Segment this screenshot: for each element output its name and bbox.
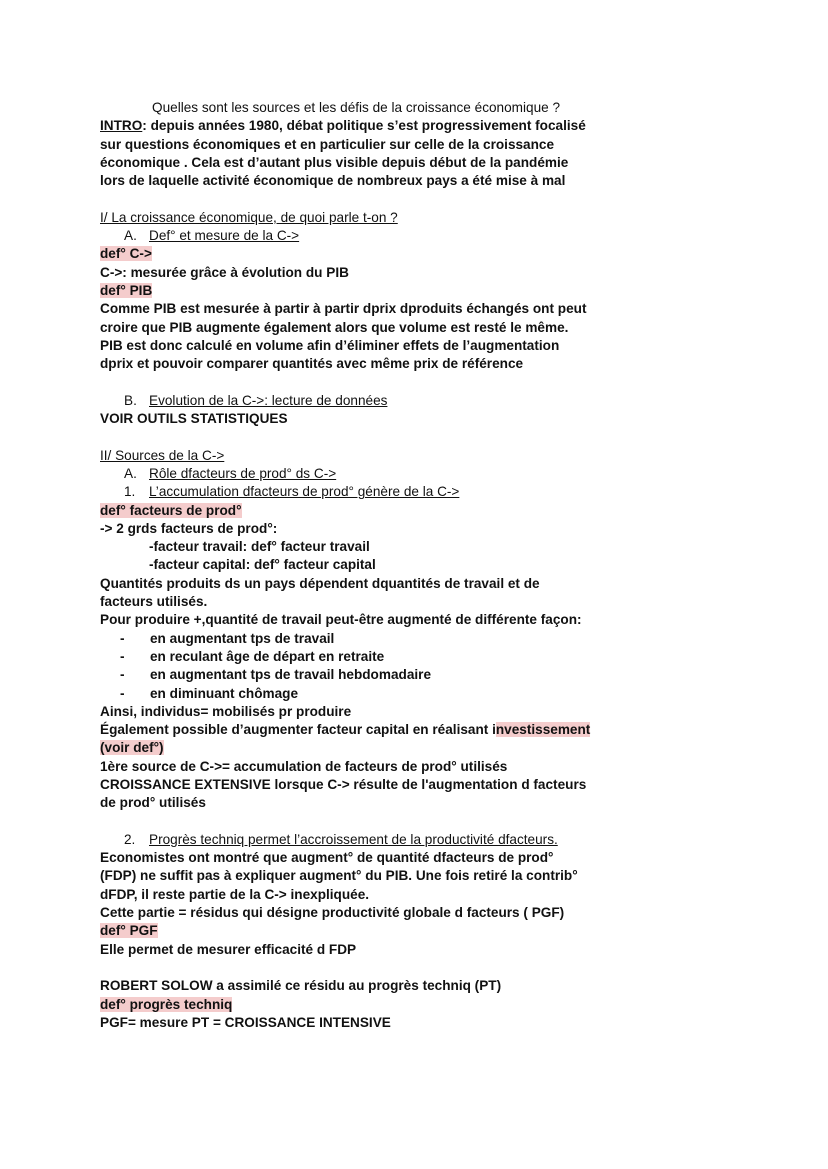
pib-line: Comme PIB est mesurée à partir à partir dprix dproduits échangés ont peut bbox=[100, 301, 587, 317]
mesure-line: C->: mesurée grâce à évolution du PIB bbox=[100, 264, 349, 280]
facteur-capital-line: -facteur capital: def° facteur capital bbox=[149, 557, 376, 573]
part2-heading: II/ Sources de la C-> bbox=[100, 447, 225, 463]
def-pgf-highlight: def° PGF bbox=[100, 923, 158, 939]
intro-line: sur questions économiques et en particulier sur celle de la croissance bbox=[100, 136, 555, 152]
deux-facteurs-line: -> 2 grds facteurs de prod°: bbox=[100, 520, 278, 536]
investissement-highlight: nvestissement bbox=[495, 722, 591, 738]
ainsi-line: Ainsi, individus= mobilisés pr produire bbox=[100, 703, 352, 719]
document-body bbox=[100, 99, 620, 1032]
facteur-travail-line: -facteur travail: def° facteur travail bbox=[149, 539, 370, 555]
part1-section-b: B. Evolution de la C->: lecture de données bbox=[124, 392, 388, 408]
list-item: - en diminuant chômage bbox=[120, 685, 299, 701]
list-item: - en reculant âge de départ en retraite bbox=[120, 648, 385, 664]
elle-line: Elle permet de mesurer efficacité d FDP bbox=[100, 941, 357, 957]
part1-heading: I/ La croissance économique, de quoi parle t-on ? bbox=[100, 209, 398, 225]
voir-outils: VOIR OUTILS STATISTIQUES bbox=[100, 411, 288, 427]
premiere-source-line: 1ère source de C->= accumulation de facteurs de prod° utilisés bbox=[100, 758, 508, 774]
def-pib-highlight: def° PIB bbox=[100, 282, 153, 298]
part1-section-a: A. Def° et mesure de la C-> bbox=[124, 228, 300, 244]
pib-line: croire que PIB augmente également alors que volume est resté le même. bbox=[100, 319, 569, 335]
intro-line: économique . Cela est d’autant plus visible depuis début de la pandémie bbox=[100, 154, 569, 170]
intro-line: lors de laquelle activité économique de nombreux pays a été mise à mal bbox=[100, 173, 566, 189]
document-title: Quelles sont les sources et les défis de la croissance économique ? bbox=[152, 100, 561, 115]
economistes-line: (FDP) ne suffit pas à expliquer augment° du PIB. Une fois retiré la contrib° bbox=[100, 868, 578, 884]
part2-subsection-1: 1. L’accumulation dfacteurs de prod° génère de la C-> bbox=[124, 484, 460, 500]
intro-label: INTRO bbox=[100, 118, 143, 134]
part2-section-a: A. Rôle dfacteurs de prod° ds C-> bbox=[124, 465, 337, 481]
voir-def-highlight: (voir def°) bbox=[100, 740, 164, 756]
extensive-line: de prod° utilisés bbox=[100, 795, 206, 811]
intro-first-line: INTRO: depuis années 1980, débat politique s’est progressivement focalisé bbox=[100, 118, 586, 134]
extensive-line: CROISSANCE EXTENSIVE lorsque C-> résulte de l'augmentation d facteurs bbox=[100, 776, 587, 792]
def-c-highlight: def° C-> bbox=[100, 246, 152, 262]
pour-produire-line: Pour produire +,quantité de travail peut-être augmenté de différente façon: bbox=[100, 612, 582, 628]
economistes-line: Economistes ont montré que augment° de quantité dfacteurs de prod° bbox=[100, 850, 554, 866]
list-item: - en augmentant tps de travail hebdomadaire bbox=[120, 667, 432, 683]
quantites-line: Quantités produits ds un pays dépendent dquantités de travail et de bbox=[100, 575, 540, 591]
quantites-line: facteurs utilisés. bbox=[100, 594, 208, 610]
economistes-line: Cette partie = résidus qui désigne productivité globale d facteurs ( PGF) bbox=[100, 905, 565, 921]
economistes-line: dFDP, il reste partie de la C-> inexpliquée. bbox=[100, 886, 370, 902]
list-item: - en augmentant tps de travail bbox=[120, 630, 335, 646]
egalement-line: Également possible d’augmenter facteur capital en réalisant investissement bbox=[100, 722, 591, 738]
def-progres-highlight: def° progrès techniq bbox=[100, 996, 233, 1012]
solow-line: ROBERT SOLOW a assimilé ce résidu au progrès techniq (PT) bbox=[100, 978, 502, 994]
pgf-line: PGF= mesure PT = CROISSANCE INTENSIVE bbox=[100, 1014, 391, 1030]
part2-subsection-2: 2. Progrès techniq permet l’accroissement de la productivité dfacteurs. bbox=[124, 831, 558, 847]
def-facteurs-highlight: def° facteurs de prod° bbox=[100, 502, 242, 518]
pib-line: dprix et pouvoir comparer quantités avec même prix de référence bbox=[100, 356, 524, 372]
pib-line: PIB est donc calculé en volume afin d’éliminer effets de l’augmentation bbox=[100, 337, 560, 353]
